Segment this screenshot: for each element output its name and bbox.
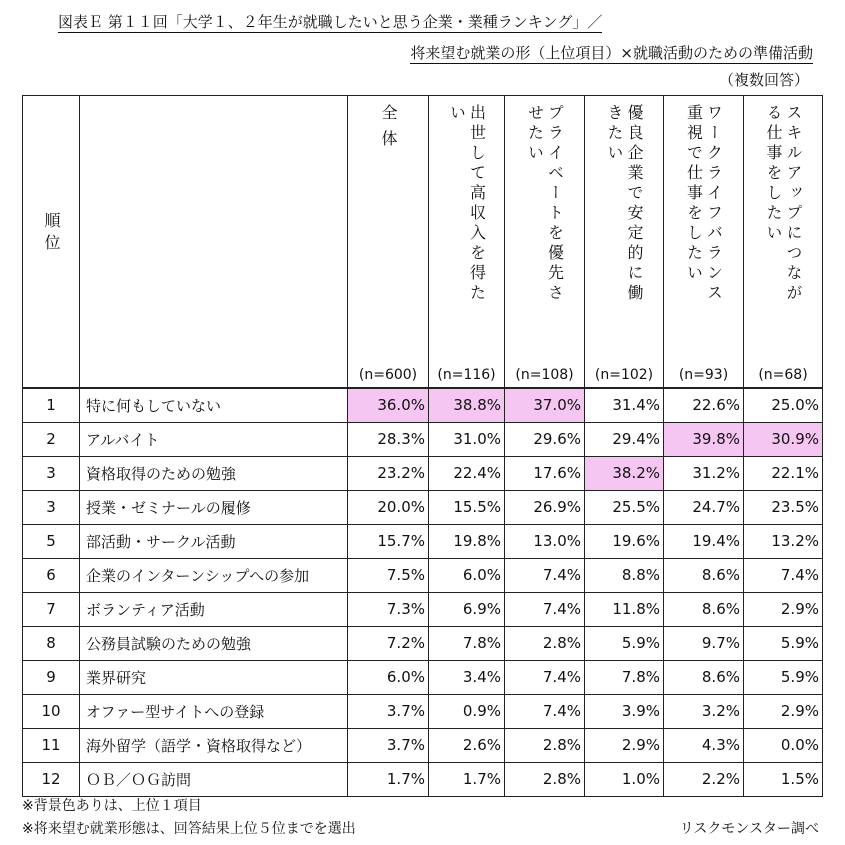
value-cell: 2.6%	[429, 728, 505, 762]
value-cell: 20.0%	[348, 490, 429, 524]
value-cell: 3.2%	[664, 694, 744, 728]
table-body	[23, 388, 823, 796]
table-row	[23, 524, 823, 558]
column-header-private	[505, 96, 585, 389]
rank-cell: 3	[23, 456, 80, 490]
rank-cell: 3	[23, 490, 80, 524]
chart-title-line2: 将来望む就業の形（上位項目）×就職活動のための準備活動	[410, 44, 813, 62]
table-row	[23, 626, 823, 660]
table-row	[23, 728, 823, 762]
value-cell: 5.9%	[744, 626, 823, 660]
ranking-table	[22, 95, 823, 797]
value-cell: 7.4%	[505, 694, 585, 728]
value-cell: 19.8%	[429, 524, 505, 558]
rank-cell: 2	[23, 422, 80, 456]
value-cell: 9.7%	[664, 626, 744, 660]
value-cell-highlighted: 38.8%	[429, 388, 505, 422]
value-cell: 0.0%	[744, 728, 823, 762]
value-cell: 8.6%	[664, 592, 744, 626]
value-cell: 3.9%	[585, 694, 664, 728]
column-header-worklife	[664, 96, 744, 389]
column-sample-size: (n=108)	[515, 367, 574, 383]
value-cell: 7.4%	[505, 558, 585, 592]
value-cell: 2.9%	[585, 728, 664, 762]
value-cell: 6.0%	[429, 558, 505, 592]
value-cell-highlighted: 30.9%	[744, 422, 823, 456]
value-cell: 29.4%	[585, 422, 664, 456]
activity-label-cell: ＯＢ／ＯＧ訪問	[80, 762, 348, 796]
value-cell-highlighted: 36.0%	[348, 388, 429, 422]
value-cell: 7.3%	[348, 592, 429, 626]
footnote-highlight: ※背景色ありは、上位１項目	[22, 798, 202, 814]
activity-label-cell: 公務員試験のための勉強	[80, 626, 348, 660]
value-cell: 5.9%	[744, 660, 823, 694]
value-cell: 7.5%	[348, 558, 429, 592]
table-row	[23, 490, 823, 524]
column-header-label: 優良企業で安定的に働きたい	[605, 104, 644, 304]
table-row	[23, 694, 823, 728]
value-cell: 7.8%	[585, 660, 664, 694]
value-cell: 7.4%	[505, 592, 585, 626]
value-cell: 23.5%	[744, 490, 823, 524]
table-row	[23, 388, 823, 422]
activity-label-cell: 授業・ゼミナールの履修	[80, 490, 348, 524]
table-row	[23, 456, 823, 490]
value-cell: 8.8%	[585, 558, 664, 592]
table-row	[23, 422, 823, 456]
value-cell: 26.9%	[505, 490, 585, 524]
rank-cell: 9	[23, 660, 80, 694]
value-cell: 1.0%	[585, 762, 664, 796]
value-cell: 15.5%	[429, 490, 505, 524]
header-row	[23, 96, 823, 389]
rank-cell: 7	[23, 592, 80, 626]
value-cell: 11.8%	[585, 592, 664, 626]
value-cell: 31.0%	[429, 422, 505, 456]
value-cell: 3.7%	[348, 728, 429, 762]
value-cell: 13.0%	[505, 524, 585, 558]
value-cell: 1.7%	[429, 762, 505, 796]
value-cell: 8.6%	[664, 558, 744, 592]
column-header-career	[429, 96, 505, 389]
value-cell: 0.9%	[429, 694, 505, 728]
value-cell: 22.6%	[664, 388, 744, 422]
value-cell: 7.4%	[505, 660, 585, 694]
table-row	[23, 660, 823, 694]
value-cell: 25.0%	[744, 388, 823, 422]
value-cell: 5.9%	[585, 626, 664, 660]
value-cell: 1.7%	[348, 762, 429, 796]
activity-label-cell: 海外留学（語学・資格取得など）	[80, 728, 348, 762]
value-cell: 31.2%	[664, 456, 744, 490]
activity-label-cell: アルバイト	[80, 422, 348, 456]
multiple-answer-note: （複数回答）	[718, 71, 809, 89]
value-cell: 2.2%	[664, 762, 744, 796]
activity-label-cell: 資格取得のための勉強	[80, 456, 348, 490]
column-sample-size: (n=102)	[594, 367, 654, 383]
footnote-selection: ※将来望む就業形態は、回答結果上位５位までを選出	[22, 821, 356, 837]
table-row	[23, 762, 823, 796]
column-header-stable	[585, 96, 664, 389]
column-sample-size: (n=600)	[358, 367, 418, 383]
value-cell: 2.8%	[505, 626, 585, 660]
activity-label-cell: オファー型サイトへの登録	[80, 694, 348, 728]
value-cell: 2.8%	[505, 728, 585, 762]
activity-label-cell: 特に何もしていない	[80, 388, 348, 422]
rank-cell: 11	[23, 728, 80, 762]
rank-header-label: 順位	[42, 211, 61, 256]
table-row	[23, 558, 823, 592]
activity-label-cell: 業界研究	[80, 660, 348, 694]
column-header-skillup	[744, 96, 823, 389]
rank-cell: 12	[23, 762, 80, 796]
value-cell: 28.3%	[348, 422, 429, 456]
value-cell: 4.3%	[664, 728, 744, 762]
value-cell: 15.7%	[348, 524, 429, 558]
value-cell: 29.6%	[505, 422, 585, 456]
value-cell: 22.4%	[429, 456, 505, 490]
rank-cell: 6	[23, 558, 80, 592]
value-cell: 6.0%	[348, 660, 429, 694]
value-cell: 2.9%	[744, 592, 823, 626]
value-cell: 19.4%	[664, 524, 744, 558]
value-cell-highlighted: 39.8%	[664, 422, 744, 456]
chart-title-line1: 図表Ｅ 第１１回「大学１、２年生が就職したいと思う企業・業種ランキング」／	[58, 13, 603, 31]
item-header	[80, 96, 348, 389]
value-cell: 3.7%	[348, 694, 429, 728]
rank-cell: 1	[23, 388, 80, 422]
value-cell: 25.5%	[585, 490, 664, 524]
value-cell: 7.2%	[348, 626, 429, 660]
value-cell: 24.7%	[664, 490, 744, 524]
rank-cell: 5	[23, 524, 80, 558]
value-cell: 6.9%	[429, 592, 505, 626]
rank-header	[23, 96, 80, 389]
value-cell-highlighted: 38.2%	[585, 456, 664, 490]
activity-label-cell: 企業のインターンシップへの参加	[80, 558, 348, 592]
column-sample-size: (n=116)	[437, 367, 496, 383]
column-header-label: ワークライフバランス重視で仕事をしたい	[684, 104, 724, 304]
rank-cell: 8	[23, 626, 80, 660]
table-row	[23, 592, 823, 626]
value-cell: 13.2%	[744, 524, 823, 558]
value-cell: 22.1%	[744, 456, 823, 490]
value-cell: 2.8%	[505, 762, 585, 796]
column-sample-size: (n=93)	[678, 367, 729, 383]
value-cell: 19.6%	[585, 524, 664, 558]
value-cell: 7.4%	[744, 558, 823, 592]
value-cell-highlighted: 37.0%	[505, 388, 585, 422]
column-header-all	[348, 96, 429, 389]
column-header-label: スキルアップにつながる仕事をしたい	[764, 104, 803, 304]
column-header-label: プライベートを優先させたい	[525, 104, 565, 304]
value-cell: 31.4%	[585, 388, 664, 422]
value-cell: 17.6%	[505, 456, 585, 490]
source-credit: リスクモンスター調べ	[679, 821, 819, 837]
value-cell: 1.5%	[744, 762, 823, 796]
value-cell: 3.4%	[429, 660, 505, 694]
column-sample-size: (n=68)	[758, 367, 808, 383]
value-cell: 8.6%	[664, 660, 744, 694]
column-header-label: 全体	[379, 104, 398, 156]
value-cell: 2.9%	[744, 694, 823, 728]
rank-cell: 10	[23, 694, 80, 728]
value-cell: 23.2%	[348, 456, 429, 490]
activity-label-cell: ボランティア活動	[80, 592, 348, 626]
value-cell: 7.8%	[429, 626, 505, 660]
column-header-label: 出世して高収入を得たい	[447, 104, 487, 304]
activity-label-cell: 部活動・サークル活動	[80, 524, 348, 558]
